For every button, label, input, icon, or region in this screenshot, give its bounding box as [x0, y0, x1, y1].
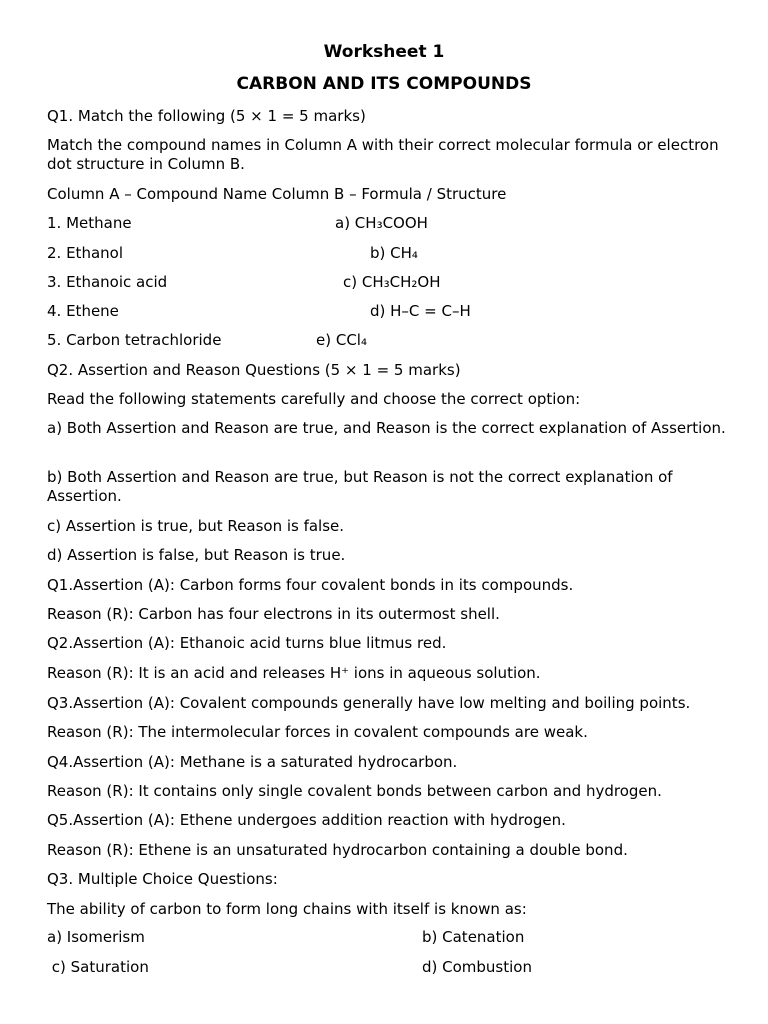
reason-text: Reason (R): Ethene is an unsaturated hydrocarbon containing a double bond.	[47, 841, 628, 859]
mcq-option: c) Saturation	[47, 958, 149, 976]
match-item-name: 4. Ethene	[47, 302, 119, 320]
q1-columns-header: Column A – Compound Name Column B – Formula / Structure	[47, 185, 507, 203]
q3-heading: Q3. Multiple Choice Questions:	[47, 870, 278, 888]
worksheet-subtitle: CARBON AND ITS COMPOUNDS	[236, 74, 532, 94]
assertion-text: Q2.Assertion (A): Ethanoic acid turns blue litmus red.	[47, 634, 447, 652]
q1-heading: Q1. Match the following (5 × 1 = 5 marks)	[47, 107, 366, 125]
match-item-formula: e) CCl₄	[316, 331, 367, 349]
match-item-name: 1. Methane	[47, 214, 132, 232]
mcq-option: a) Isomerism	[47, 928, 145, 946]
reason-text: Reason (R): It is an acid and releases H⁺ ions in aqueous solution.	[47, 664, 541, 682]
match-item-name: 2. Ethanol	[47, 244, 123, 262]
match-item-formula: d) H–C = C–H	[370, 302, 471, 320]
q2-option: c) Assertion is true, but Reason is false.	[47, 517, 345, 535]
q2-option: a) Both Assertion and Reason are true, and Reason is the correct explanation of Assertion.	[47, 419, 726, 437]
reason-text: Reason (R): It contains only single covalent bonds between carbon and hydrogen.	[47, 782, 662, 800]
mcq-option: d) Combustion	[422, 958, 532, 976]
q2-option: b) Both Assertion and Reason are true, but Reason is not the correct explanation of Assertion.	[47, 468, 673, 505]
match-item-name: 3. Ethanoic acid	[47, 273, 168, 291]
match-item-formula: c) CH₃CH₂OH	[343, 273, 441, 291]
reason-text: Reason (R): Carbon has four electrons in its outermost shell.	[47, 605, 500, 623]
worksheet-title: Worksheet 1	[323, 42, 445, 62]
match-item-formula: a) CH₃COOH	[335, 214, 428, 232]
reason-text: Reason (R): The intermolecular forces in covalent compounds are weak.	[47, 723, 588, 741]
assertion-text: Q5.Assertion (A): Ethene undergoes addition reaction with hydrogen.	[47, 811, 566, 829]
assertion-text: Q3.Assertion (A): Covalent compounds generally have low melting and boiling points.	[47, 694, 691, 712]
q2-heading: Q2. Assertion and Reason Questions (5 × 1 = 5 marks)	[47, 361, 461, 379]
q2-option: d) Assertion is false, but Reason is true.	[47, 546, 346, 564]
assertion-text: Q1.Assertion (A): Carbon forms four covalent bonds in its compounds.	[47, 576, 574, 594]
match-item-formula: b) CH₄	[370, 244, 418, 262]
assertion-text: Q4.Assertion (A): Methane is a saturated hydrocarbon.	[47, 753, 458, 771]
q1-instruction: Match the compound names in Column A with their correct molecular formula or electron dot structure in Column B.	[47, 136, 719, 173]
match-item-name: 5. Carbon tetrachloride	[47, 331, 222, 349]
q3-question: The ability of carbon to form long chains with itself is known as:	[47, 900, 527, 918]
mcq-option: b) Catenation	[422, 928, 525, 946]
q2-instruction: Read the following statements carefully and choose the correct option:	[47, 390, 581, 408]
